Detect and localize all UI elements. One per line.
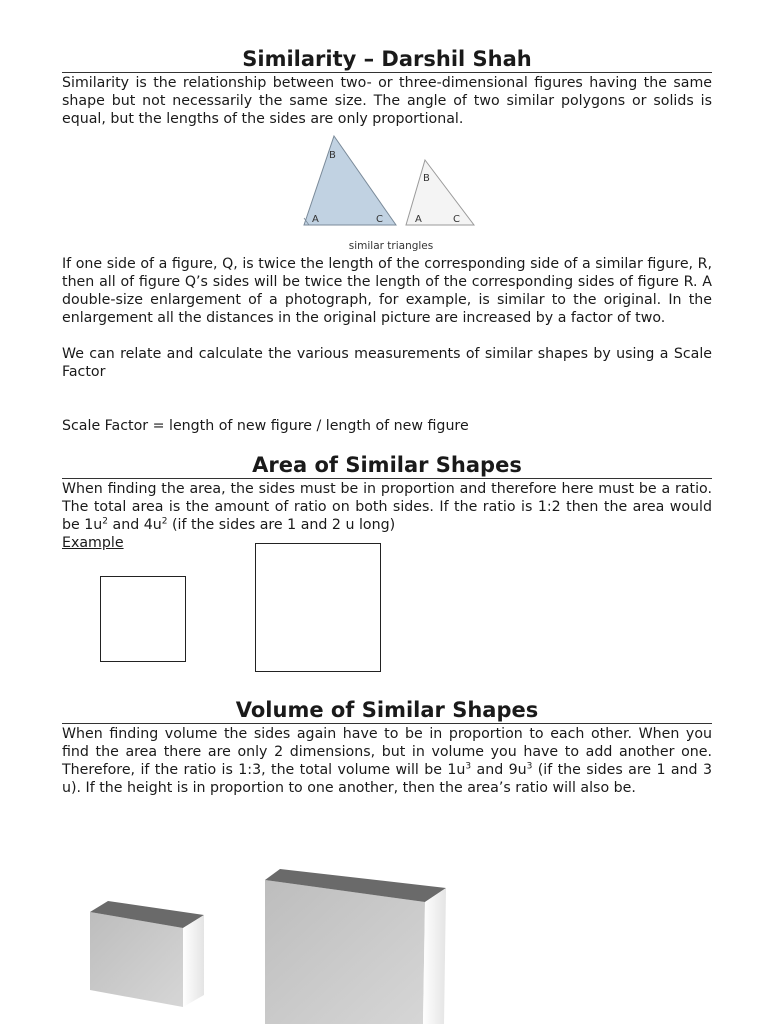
small-triangle-label-c: C	[453, 214, 460, 225]
intro-paragraph: Similarity is the relationship between two- or three-dimensional figures having the same shape but not necessarily the same size. The angle of two similar polygons or solids is equal, but the lengths of the sides are only proportional.	[62, 75, 712, 127]
scale-paragraph: We can relate and calculate the various measurements of similar shapes by using a Scale Factor	[62, 346, 712, 380]
volume-text-1: When finding volume the sides again have to be in proportion to each other. When you find the area there are only 2 dimensions, but in volume you have to add another one. Therefore, if the ratio is 1:3, the total volume will be 1u	[62, 726, 712, 778]
large-triangle-label-a: A	[312, 214, 319, 225]
large-triangle-label-c: C	[376, 214, 383, 225]
volume-section	[62, 697, 712, 797]
volume-sup-2: 3	[526, 761, 533, 772]
volume-sup-1: 3	[465, 761, 472, 772]
similar-triangles-figure	[296, 132, 486, 252]
enlargement-block	[62, 254, 712, 435]
area-heading: Area of Similar Shapes	[62, 452, 712, 479]
small-square	[100, 576, 186, 662]
small-triangle-label-a: A	[415, 214, 422, 225]
volume-paragraph	[62, 725, 712, 797]
small-cuboid	[90, 901, 204, 1007]
document-page	[62, 0, 712, 128]
scale-formula: Scale Factor = length of new figure / length of new figure	[62, 418, 469, 434]
page-title: Similarity – Darshil Shah	[62, 46, 712, 73]
large-triangle-label-b: B	[329, 150, 336, 161]
small-triangle-label-b: B	[423, 173, 430, 184]
area-sup-1: 2	[102, 516, 108, 527]
area-text-1: When finding the area, the sides must be in proportion and therefore here must be a ratio. The total area is the amount of ratio on both sides. If the ratio is 1:2 then the area would be 1u	[62, 481, 712, 533]
large-square	[255, 543, 381, 672]
large-triangle	[304, 136, 396, 225]
large-cuboid	[265, 869, 446, 1024]
triangles-caption: similar triangles	[348, 240, 434, 252]
example-label: Example	[62, 535, 124, 551]
area-text-3: (if the sides are 1 and 2 u long)	[167, 517, 396, 533]
volume-boxes-figure	[80, 860, 460, 1024]
volume-text-2: and 9u	[471, 762, 527, 778]
volume-heading: Volume of Similar Shapes	[62, 697, 712, 724]
area-sup-2: 2	[161, 516, 168, 527]
area-section	[62, 452, 712, 552]
area-paragraph	[62, 480, 712, 534]
triangles-svg	[296, 132, 486, 232]
area-text-2: and 4u	[108, 517, 162, 533]
volume-text-3: (if the sides are 1 and 3 u). If the height is in proportion to one another, then the area’s ratio will also be.	[62, 762, 712, 796]
enlargement-paragraph: If one side of a figure, Q, is twice the length of the corresponding side of a similar figure, R, then all of figure Q’s sides will be twice the length of the corresponding sides of figure R. A double-size enlargement of a photograph, for example, is similar to the original. In the enlargement all the distances in the original picture are increased by a factor of two.	[62, 256, 712, 326]
